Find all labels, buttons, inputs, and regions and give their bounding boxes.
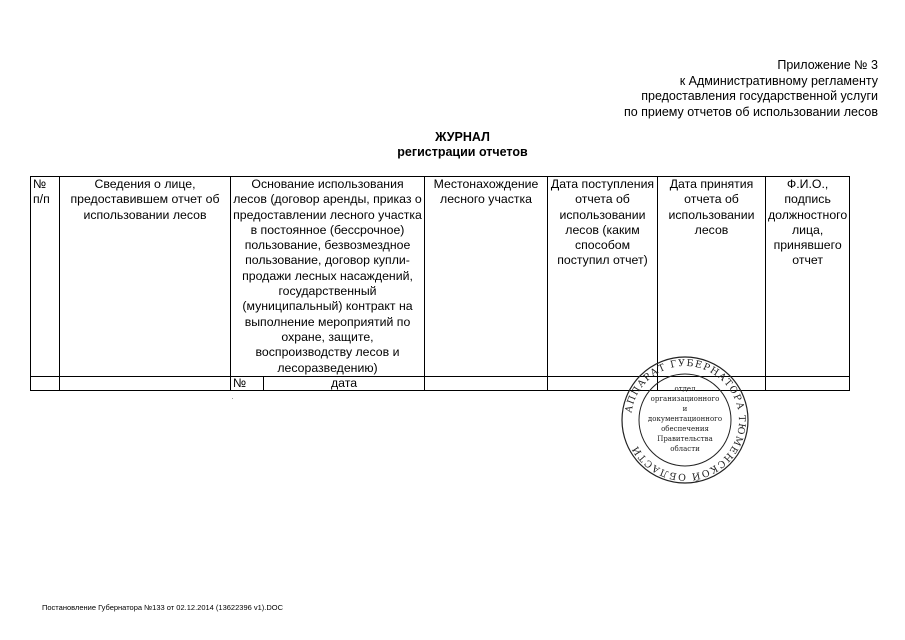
header-acceptance-date: Дата принятия отчета об использовании лесов [658, 177, 766, 377]
header-receipt-date: Дата поступления отчета об использовании лесов (каким способом поступил отчет) [548, 177, 658, 377]
sub-date-label: дата [330, 376, 358, 390]
stamp-line: обеспечения [661, 425, 709, 433]
document-title [0, 130, 905, 160]
header-basis: Основание использования лесов (договор аренды, приказ о предоставлении лесного участка в постоянное (бессрочное) пользование, безвозмездное пользование, договор купли-продажи лесных насаждений, государственный (муниципальный) контракт на выполнение мероприятий по охране, защите, воспроизводству лесов и лесоразведению) [231, 177, 425, 377]
appendix-line: по приему отчетов об использовании лесов [623, 104, 878, 119]
stamp-ring-text: АППАРАТ ГУБЕРНАТОРА ТЮМЕНСКОЙ ОБЛАСТИ [623, 357, 748, 483]
title-sub: регистрации отчетов [397, 145, 528, 159]
empty-cell [425, 376, 548, 390]
header-person-info: Сведения о лице, предоставившем отчет об использовании лесов [60, 177, 231, 377]
stamp-line: отдел [674, 385, 696, 393]
stamp-line: области [670, 445, 700, 453]
footer-filename: Постановление Губернатора №133 от 02.12.2014 (13622396 v1).DOC [42, 603, 284, 612]
scan-dot [232, 398, 233, 399]
basis-subcells [231, 376, 425, 390]
empty-cell [60, 376, 231, 390]
table-header-row [31, 177, 850, 377]
empty-cell [766, 376, 850, 390]
appendix-line: к Административному регламенту [679, 73, 878, 88]
title-main: ЖУРНАЛ [435, 130, 490, 144]
header-location: Местонахождение лесного участка [425, 177, 548, 377]
empty-cell [31, 376, 60, 390]
stamp-line: организационного [650, 395, 720, 403]
official-stamp [620, 355, 750, 485]
stamp-line: документационного [647, 415, 723, 423]
appendix-line: Приложение № 3 [777, 58, 878, 72]
appendix-line: предоставления государственной услуги [641, 89, 878, 103]
appendix-block [624, 58, 878, 120]
stamp-line: Правительства [657, 435, 713, 443]
header-official: Ф.И.О., подпись должностного лица, принявшего отчет [766, 177, 850, 377]
stamp-line: и [682, 405, 688, 413]
sub-number-label: № [231, 377, 264, 390]
header-number: № п/п [31, 177, 60, 377]
